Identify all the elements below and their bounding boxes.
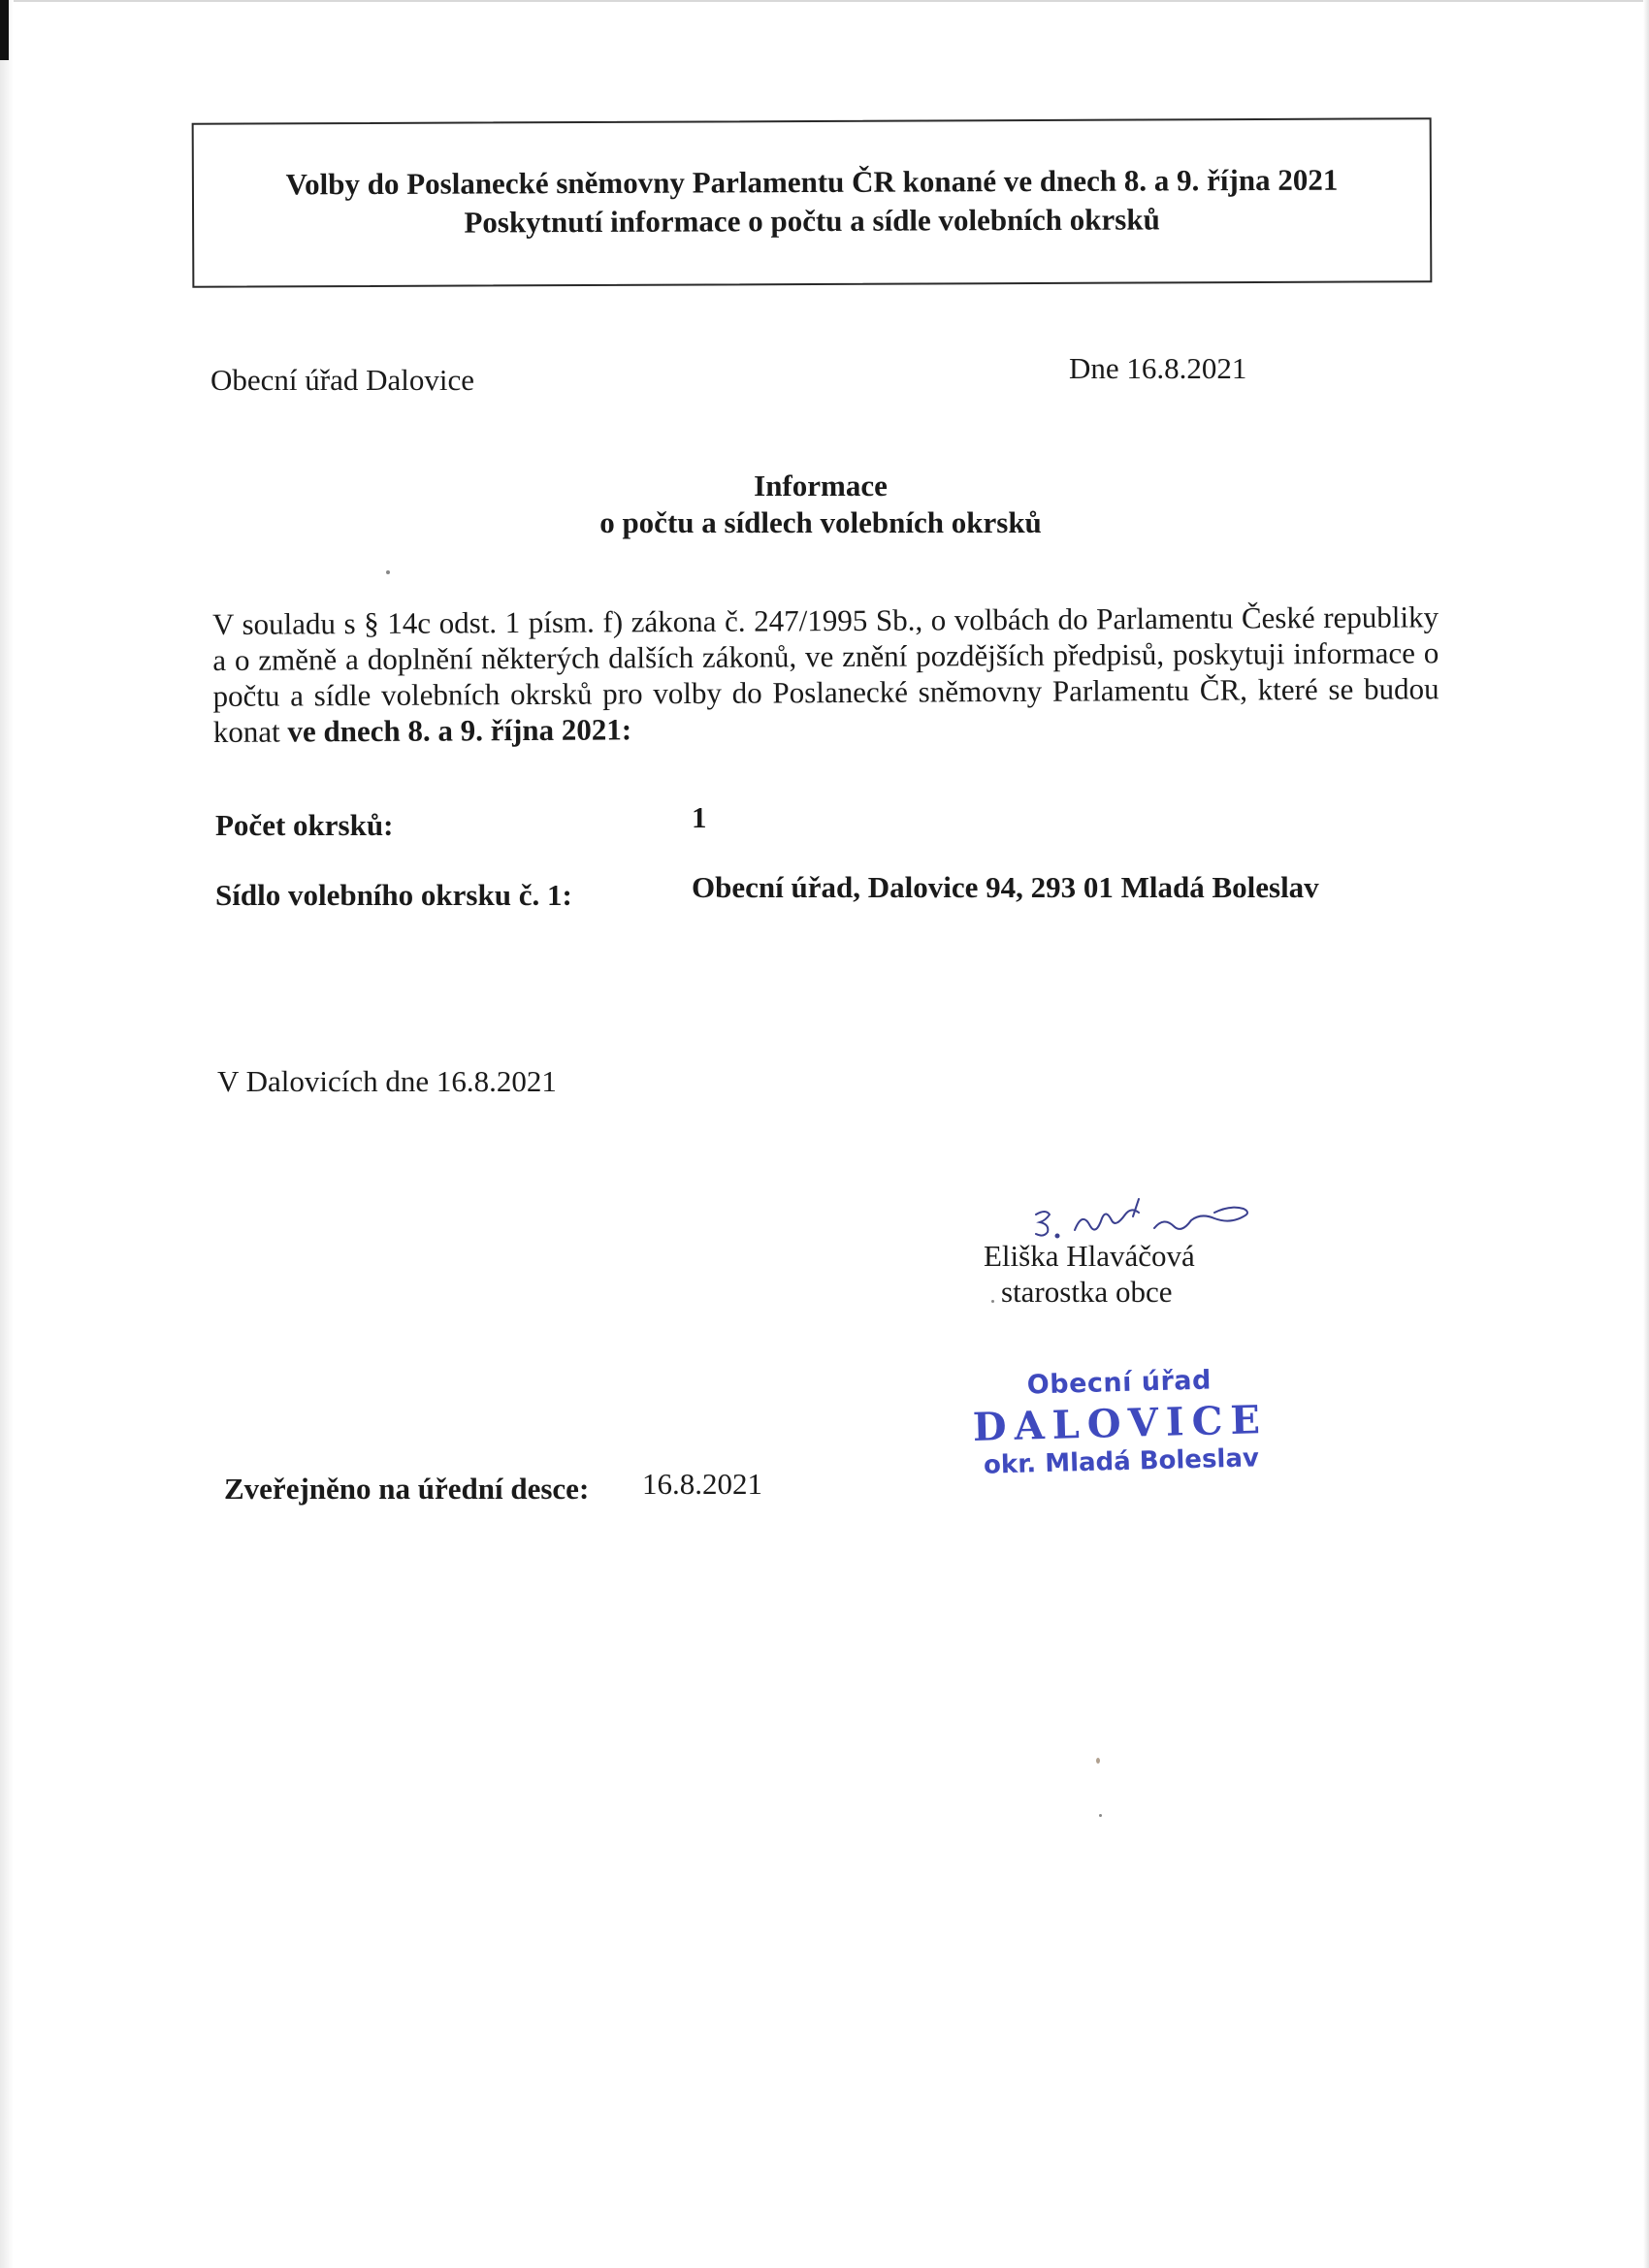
- title-line2: o počtu a sídlech volebních okrsků: [599, 505, 1042, 539]
- header-title-line1: Volby do Poslanecké sněmovny Parlamentu ČR konané ve dnech 8. a 9. října 2021: [285, 162, 1339, 202]
- place-date: V Dalovicích dne 16.8.2021: [217, 1064, 557, 1098]
- header-box: [192, 117, 1433, 288]
- scan-edge-left: [0, 0, 14, 2268]
- scan-speck: [1099, 1814, 1102, 1817]
- signatory-role: starostka obce: [1001, 1275, 1173, 1309]
- header-title-line2: Poskytnutí informace o počtu a sídle volebních okrsků: [464, 202, 1160, 240]
- scan-top-line: [14, 0, 1643, 2]
- office-stamp: [968, 1364, 1272, 1488]
- signatory-name: Eliška Hlaváčová: [984, 1239, 1195, 1273]
- scan-speck: [1096, 1758, 1100, 1764]
- document-title: [0, 468, 1649, 504]
- published-date: 16.8.2021: [642, 1467, 762, 1501]
- seat-label: Sídlo volebního okrsku č. 1:: [215, 878, 572, 912]
- title-line1: Informace: [754, 469, 888, 502]
- seat-value: Obecní úřad, Dalovice 94, 293 01 Mladá Boleslav: [692, 870, 1319, 904]
- count-label: Počet okrsků:: [215, 808, 394, 842]
- scan-mark: [0, 0, 9, 60]
- stamp-line2: DALOVICE: [972, 1397, 1269, 1450]
- stamp-line1: Obecní úřad: [1026, 1365, 1212, 1401]
- scan-speck: [991, 1300, 994, 1303]
- count-value: 1: [692, 800, 707, 834]
- body-text-bold: ve dnech 8. a 9. října 2021:: [287, 712, 632, 749]
- body-text: V souladu s § 14c odst. 1 písm. f) zákona č. 247/1995 Sb., o volbách do Parlamentu České republiky a o změně a doplnění některých dalších zákonů, ve znění pozdějších předpisů, poskytuji informace o počtu a sídle volebních okrsků pro volby do Poslanecké sněmovny Parlamentu ČR, které se budou konat: [212, 599, 1439, 749]
- published-label: Zveřejněno na úřední desce:: [224, 1472, 590, 1506]
- scan-speck: [386, 570, 390, 574]
- office-name: Obecní úřad Dalovice: [210, 363, 474, 397]
- document-date: Dne 16.8.2021: [1069, 351, 1247, 385]
- document-subtitle: [0, 504, 1649, 541]
- body-paragraph: [212, 599, 1439, 750]
- scan-edge-right: [1643, 0, 1649, 2268]
- stamp-line3: okr. Mladá Boleslav: [983, 1443, 1260, 1480]
